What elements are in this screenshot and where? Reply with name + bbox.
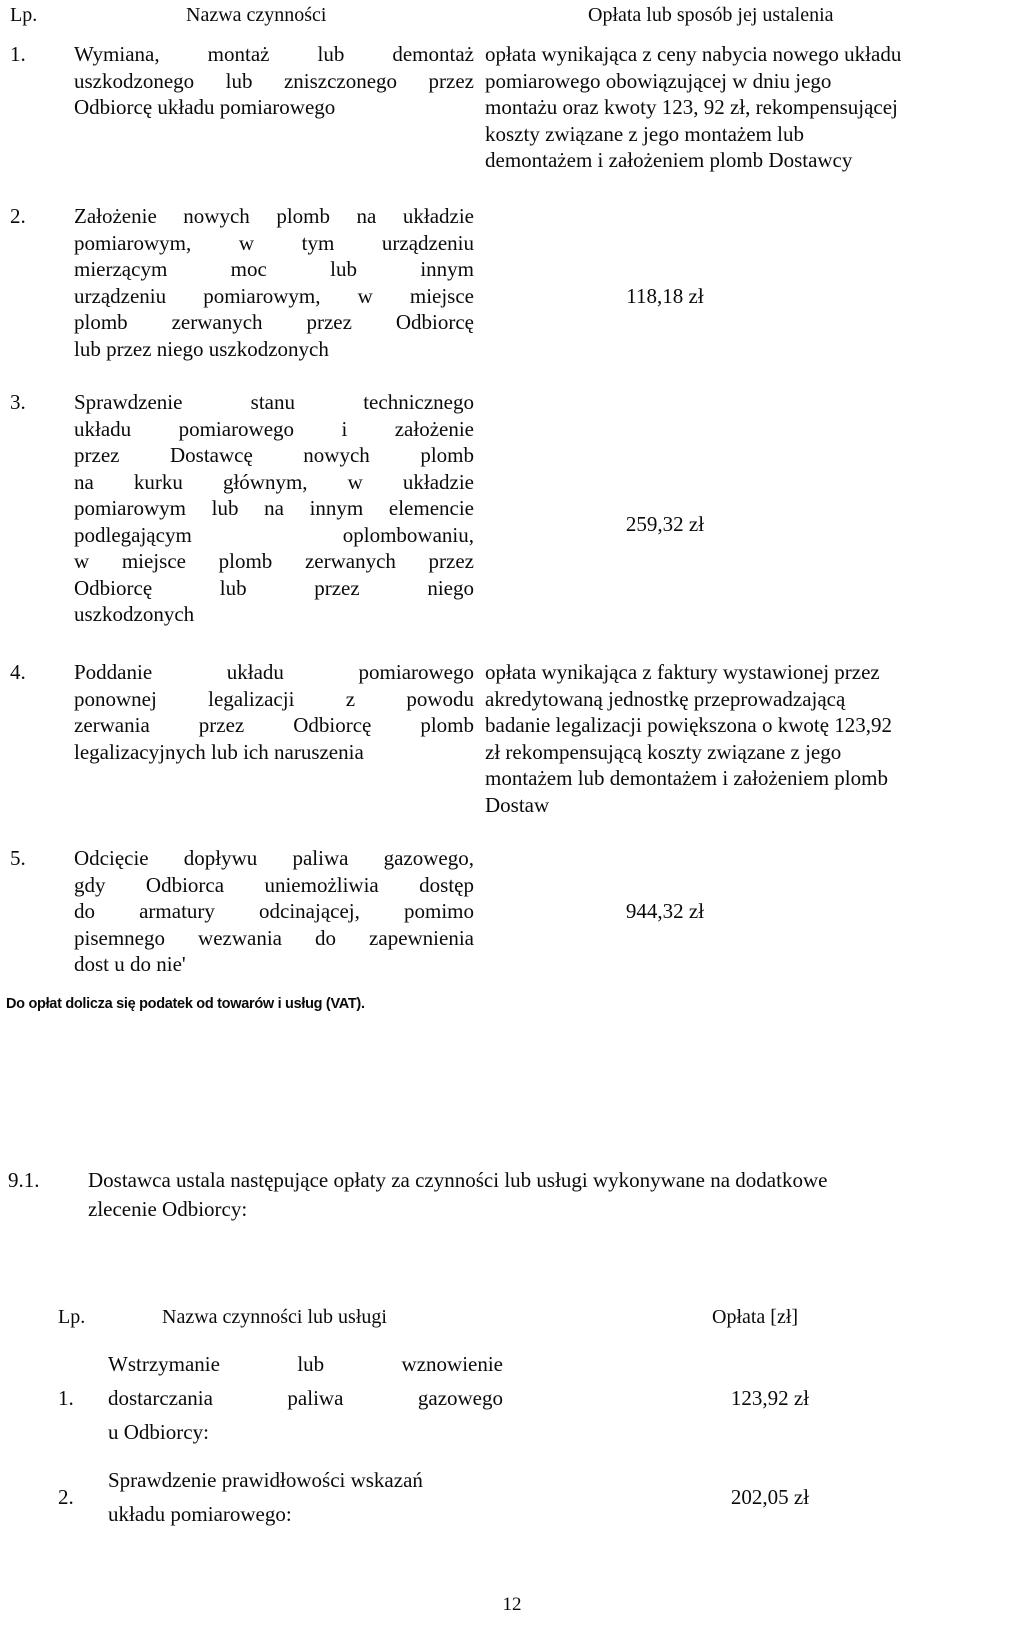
service-name [108,1347,503,1449]
text-line: zlecenie Odbiorcy: [88,1197,248,1221]
text-line: pomiarowym lub na innym elemencie [74,496,474,520]
text-line: uszkodzonych [74,602,195,626]
text-line: do armatury odcinającej, pomimo [74,899,474,923]
row-number: 2. [10,204,26,228]
text-line: Poddanie układu pomiarowego [74,660,474,684]
row-number: 2. [58,1485,74,1509]
text-line: dostarczania paliwa gazowego [108,1386,503,1410]
fee-amount: 259,32 zł [625,512,705,536]
text-line: na kurku głównym, w układzie [74,469,474,494]
text-line: Odcięcie dopływu paliwa gazowego, [74,846,474,870]
text-line: w miejsce plomb zerwanych przez [74,549,474,573]
text-line: Dostaw [485,792,550,817]
text-line: Założenie nowych plomb na układzie [74,204,474,228]
text-line: pisemnego wezwania do zapewnienia [74,925,474,950]
row-number: 1. [58,1386,74,1410]
fees-table-header [0,4,1024,34]
fee-description [485,659,1015,818]
text-line: Dostawca ustala następujące opłaty za czynności lub usługi wykonywane na dodatkowe [88,1168,828,1192]
section-number: 9.1. [8,1168,40,1192]
row-number: 4. [10,660,26,684]
header-activity-name: Nazwa czynności [186,4,327,26]
row-number: 1. [10,42,26,66]
text-line: układu pomiarowego: [108,1502,292,1526]
text-line: zł rekompensującą koszty związane z jego [485,739,842,764]
fee-amount: 202,05 zł [730,1485,810,1509]
text-line: montażem lub demontażem i założeniem plomb [485,766,888,790]
vat-note: Do opłat dolicza się podatek od towarów i usług (VAT). [6,996,365,1012]
header-fee: Opłata lub sposób jej ustalenia [588,4,834,26]
text-line: badanie legalizacji powiększona o kwotę 123,92 [485,713,893,737]
header-fee: Opłata [zł] [712,1306,799,1328]
page-number: 12 [502,1594,522,1615]
text-line: zerwania przez Odbiorcę plomb [74,713,474,737]
text-line: lub przez niego uszkodzonych [74,336,329,361]
text-line: układu pomiarowego i założenie [74,416,474,441]
text-line: podlegającym oplombowaniu, [74,522,474,547]
text-line: plomb zerwanych przez Odbiorcę [74,310,474,334]
text-line: Sprawdzenie prawidłowości wskazań [108,1468,423,1492]
activity-name [74,389,474,628]
text-line: urządzeniu pomiarowym, w miejsce [74,283,474,308]
text-line: Wstrzymanie lub wznowienie [108,1352,503,1376]
row-number: 5. [10,846,26,870]
text-line: gdy Odbiorca uniemożliwia dostęp [74,872,474,897]
activity-name [74,845,474,978]
text-line: montażu oraz kwoty 123, 92 zł, rekompensującej [485,95,898,119]
text-line: u Odbiorcy: [108,1420,209,1444]
text-line: mierzącym moc lub innym [74,257,474,281]
text-line: pomiarowym, w tym urządzeniu [74,230,474,255]
text-line: legalizacyjnych lub ich naruszenia [74,739,364,764]
text-line: Wymiana, montaż lub demontaż [74,42,474,66]
text-line: opłata wynikająca z faktury wystawionej przez [485,660,880,684]
row-number: 3. [10,390,26,414]
text-line: przez Dostawcę nowych plomb [74,443,474,467]
section-text [88,1166,1018,1224]
text-line: akredytowaną jednostkę przeprowadzającą [485,686,846,711]
text-line: Odbiorcę lub przez niego [74,575,474,600]
text-line: uszkodzonego lub zniszczonego przez [74,68,474,93]
fee-amount: 118,18 zł [626,284,704,308]
text-line: koszty związane z jego montażem lub [485,121,804,146]
text-line: pomiarowego obowiązującej w dniu jego [485,68,832,93]
activity-name [74,659,474,765]
header-service-name: Nazwa czynności lub usługi [162,1306,387,1328]
fee-amount: 944,32 zł [625,899,705,923]
fee-amount: 123,92 zł [730,1386,810,1410]
text-line: dost u do nie' [74,952,186,976]
header-lp: Lp. [58,1306,86,1328]
text-line: Sprawdzenie stanu technicznego [74,390,474,414]
text-line: ponownej legalizacji z powodu [74,686,474,711]
text-line: opłata wynikająca z ceny nabycia nowego układu [485,42,902,66]
header-lp: Lp. [10,4,38,26]
activity-name [74,41,474,121]
text-line: Odbiorcę układu pomiarowego [74,95,336,119]
activity-name [74,203,474,362]
text-line: demontażem i założeniem plomb Dostawcy [485,148,853,172]
fee-description [485,41,1015,174]
service-name [108,1463,503,1531]
